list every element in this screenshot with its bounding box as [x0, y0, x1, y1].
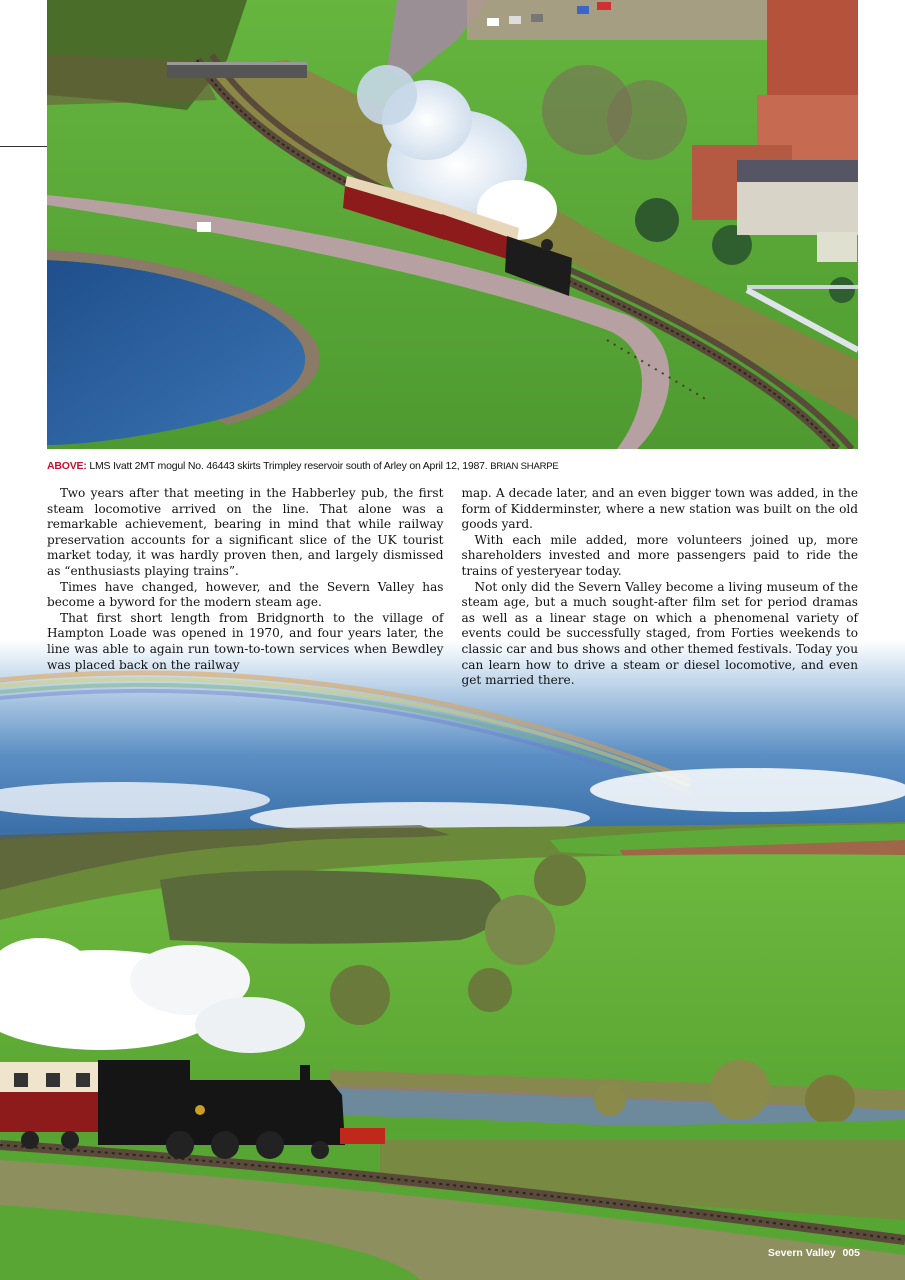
paragraph: Not only did the Severn Valley become a living museum of the steam age, but a much sought-after film set for period dramas as well as a linear stage on which a phenomenal variety of events could be successfully staged, from Forties weekends to classic car and bus shows and other themed festivals. Today you can learn how to drive a steam or diesel locomotive, and even get married there. [461, 579, 858, 688]
paragraph: Two years after that meeting in the Habberley pub, the first steam locomotive arrived on the line. That alone was a remarkable achievement, bearing in mind that while railway preservation accounts for a significant slice of the UK tourist market today, it was hardly proven then, and largely dismissed as “enthusiasts playing trains”. [47, 486, 444, 578]
top-photo-reservoir [47, 0, 858, 449]
article-left-column [47, 486, 444, 689]
paragraph: With each mile added, more volunteers joined up, more shareholders invested and more passengers paid to ride the trains of yesteryear today. [461, 532, 858, 578]
article-right-column [462, 486, 859, 689]
paragraph: That first short length from Bridgnorth to the village of Hampton Loade was opened in 1970, and four years later, the line was able to again run town-to-town services when Bewdley was placed back on the railway [47, 610, 444, 672]
caption-label: ABOVE: [47, 460, 87, 472]
photo-caption [47, 460, 858, 472]
paragraph: Times have changed, however, and the Severn Valley has become a byword for the modern steam age. [47, 579, 444, 610]
article-body [47, 486, 858, 689]
page-footer [768, 1247, 860, 1259]
bottom-photo-rainbow [0, 640, 905, 1280]
paragraph: map. A decade later, and an even bigger town was added, in the form of Kidderminster, where a new station was built on the old goods yard. [461, 486, 858, 532]
footer-section-title: Severn Valley [767, 1247, 836, 1259]
page-number: 005 [842, 1247, 860, 1259]
caption-text: LMS Ivatt 2MT mogul No. 46443 skirts Trimpley reservoir south of Arley on April 12, 1987. [89, 460, 488, 472]
photo-credit: BRIAN SHARPE [490, 461, 559, 472]
margin-rule [0, 146, 47, 147]
